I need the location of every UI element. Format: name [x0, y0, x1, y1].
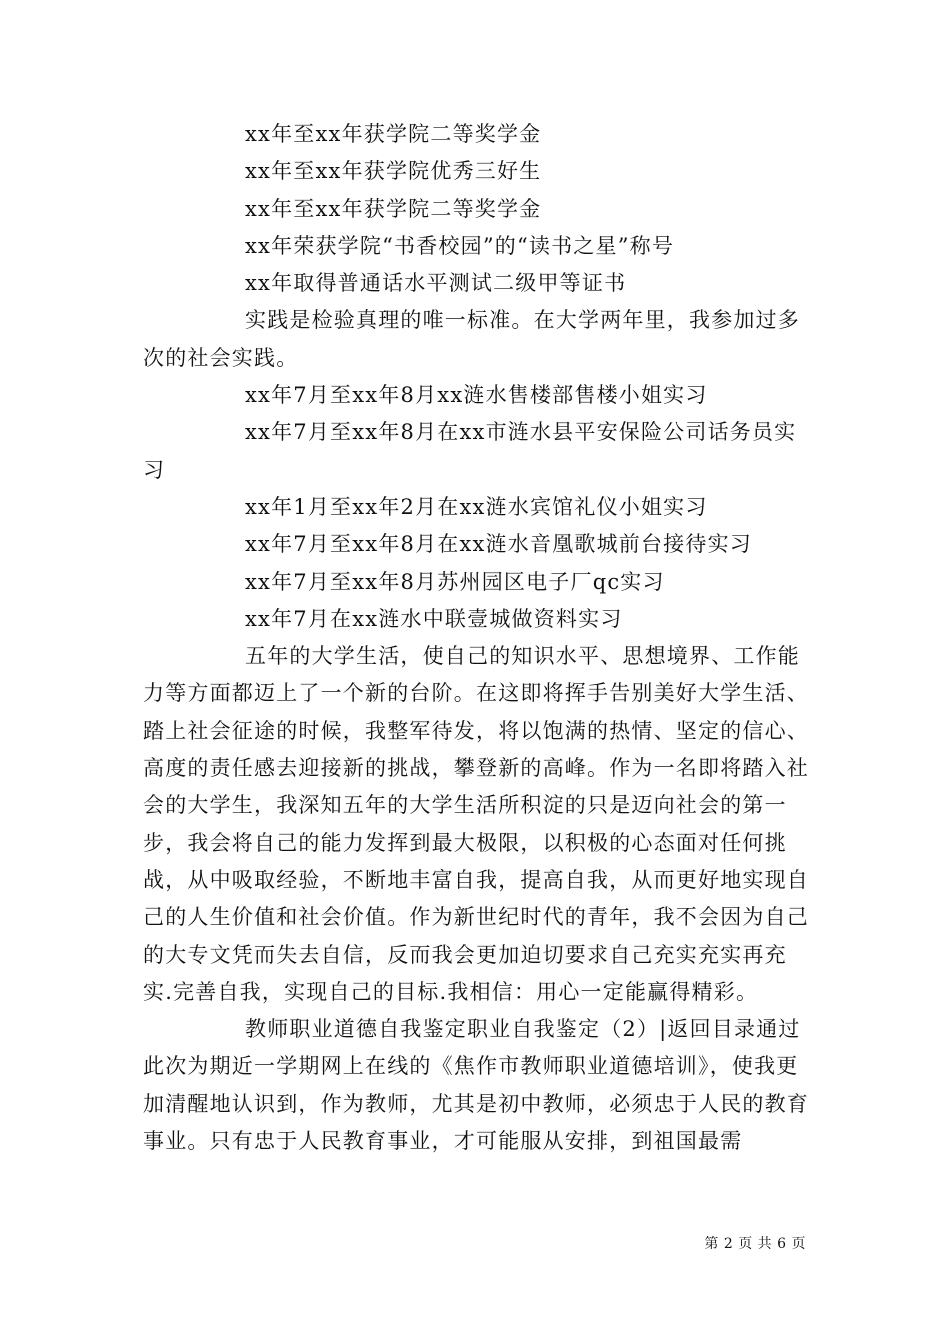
summary-paragraph: 五年的大学生活，使自己的知识水平、思想境界、工作能力等方面都迈上了一个新的台阶。在这即将挥手告别美好大学生活、踏上社会征途的时候，我整军待发，将以饱满的热情、坚定的信心、高度的责任感去迎接新的挑战，攀登新的高峰。作为一名即将踏入社会的大学生，我深知五年的大学生活所积淀的只是迈向社会的第一步，我会将自己的能力发挥到最大极限，以积极的心态面对任何挑战，从中吸取经验，不断地丰富自我，提高自我，从而更好地实现自己的人生价值和社会价值。作为新世纪时代的青年，我不会因为自己的大专文凭而失去自信，反而我会更加迫切要求自己充实充实再充实.完善自我，实现自己的目标.我相信：用心一定能赢得精彩。: [143, 644, 809, 1004]
practice-line-4: xx年7月至xx年8月在xx涟水音凰歌城前台接待实习: [245, 532, 752, 557]
practice-intro-paragraph: 实践是检验真理的唯一标准。在大学两年里，我参加过多次的社会实践。: [143, 308, 800, 370]
practice-line-2: xx年7月至xx年8月在xx市涟水县平安保险公司话务员实习: [143, 420, 797, 482]
award-line-3: xx年至xx年获学院二等奖学金: [245, 196, 542, 221]
practice-line-1: xx年7月至xx年8月xx涟水售楼部售楼小姐实习: [245, 383, 708, 408]
award-line-5: xx年取得普通话水平测试二级甲等证书: [245, 271, 627, 296]
award-line-4: xx年荣获学院“书香校园”的“读书之星”称号: [245, 233, 675, 258]
page-number-footer: 第 2 页 共 6 页: [704, 1236, 806, 1252]
ethics-paragraph: 教师职业道德自我鉴定职业自我鉴定（2）|返回目录通过此次为期近一学期网上在线的《焦作市教师职业道德培训》，使我更加清醒地认识到，作为教师，尤其是初中教师，必须忠于人民的教育事业。只有忠于人民教育事业，才可能服从安排，到祖国最需: [143, 1017, 809, 1154]
award-line-1: xx年至xx年获学院二等奖学金: [245, 122, 542, 146]
practice-line-3: xx年1月至xx年2月在xx涟水宾馆礼仪小姐实习: [245, 494, 708, 519]
document-body: [143, 116, 809, 1160]
award-line-2: xx年至xx年获学院优秀三好生: [245, 159, 542, 184]
practice-line-5: xx年7月至xx年8月苏州园区电子厂qc实习: [245, 569, 665, 594]
practice-line-6: xx年7月在xx涟水中联壹城做资料实习: [245, 606, 623, 631]
